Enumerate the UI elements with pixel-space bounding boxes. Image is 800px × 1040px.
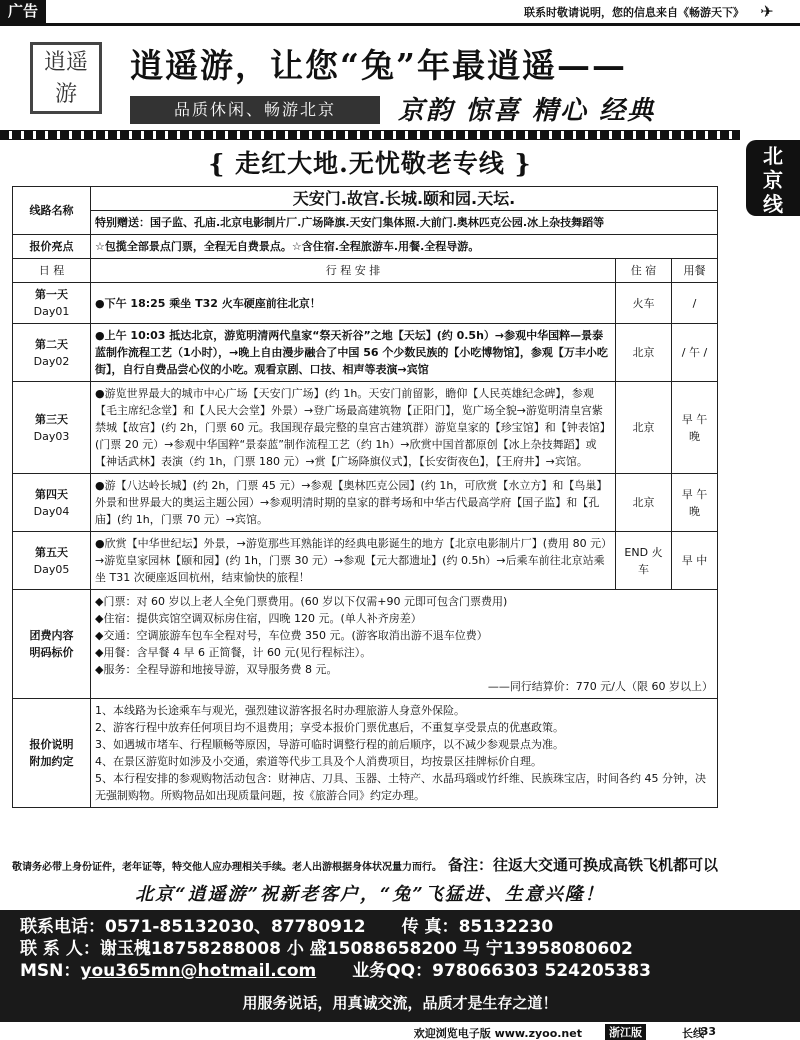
note-item: 4、在景区游览时如涉及小交通，索道等代步工具及个人消费项目，均按景区挂牌标价自理。 [95, 755, 542, 768]
col-head-stay: 住 宿 [616, 259, 672, 283]
ad-label: 广告 [0, 0, 46, 23]
subheadline: 品质休闲、畅游北京 [130, 96, 380, 124]
meal-cell: 早 午 晚 [672, 474, 718, 532]
table-row [13, 324, 718, 382]
itinerary-text: ●下午 18:25 乘坐 T32 火车硬座前往北京！ [91, 283, 616, 324]
day-cell: 第三天 Day03 [13, 382, 91, 474]
col-head-itinerary: 行 程 安 排 [91, 259, 616, 283]
notes-details [91, 699, 718, 808]
slogan: 京韵 惊喜 精心 经典 [398, 96, 656, 126]
section-tab-char: 京 [763, 168, 783, 192]
stay-cell: 火车 [616, 283, 672, 324]
section-label: 长线 [682, 1027, 704, 1040]
section-tab-char: 线 [763, 192, 783, 216]
source-note: 联系时敬请说明，您的信息来自《畅游天下》 [524, 6, 744, 19]
table-row [13, 699, 718, 808]
table-row [13, 187, 718, 211]
decorative-divider [0, 130, 740, 140]
notes-label: 报价说明 附加约定 [13, 699, 91, 808]
note-item: 3、如遇城市堵车、行程顺畅等原因，导游可临时调整行程的前后顺序，以不减少参观景点为准。 [95, 738, 564, 751]
price-item: ◆用餐：含早餐 4 早 6 正简餐，计 60 元(见行程标注）。 [95, 646, 372, 659]
contact-tagline: 用服务说话，用真诚交流，品质才是生存之道！ [242, 994, 558, 1012]
table-row [13, 590, 718, 699]
magazine-logo-icon: ✈ [760, 2, 774, 21]
route-name: 天安门.故宫.长城.颐和园.天坛. [91, 187, 718, 211]
footer-slogan: 北京“逍遥游”祝新老客户，“兔”飞猛进、生意兴隆！ [135, 884, 605, 905]
day-cell: 第二天 Day02 [13, 324, 91, 382]
table-row [13, 532, 718, 590]
ad-header [12, 36, 732, 132]
itinerary-text: ●游【八达岭长城】(约 2h，门票 45 元）→参观【奥林匹克公园】(约 1h，可欣赏【水立方】和【鸟巢】外景和世界最大的奥运主题公园）→参观明清时期的皇家的群考场和中华古代最高学府【国子监】和【孔庙】(约 1h，门票 70 元）→宾馆。 [91, 474, 616, 532]
section-tab-char: 北 [763, 144, 783, 168]
price-item: ◆住宿：提供宾馆空调双标房住宿，四晚 120 元。(单人补齐房差） [95, 612, 422, 625]
price-item: ◆服务：全程导游和地接导游，双导服务费 8 元。 [95, 663, 338, 676]
highlight-text: ☆包揽全部景点门票，全程无自费景点。☆含住宿.全程旅游车.用餐.全程导游。 [91, 235, 718, 259]
contact-persons: 谢玉槐18758288008 小 盛15088658200 马 宁13958080602 [99, 939, 633, 959]
transport-remark: 备注：往返大交通可换成高铁飞机都可以 [448, 856, 719, 874]
price-details [91, 590, 718, 699]
stay-cell: END 火车 [616, 532, 672, 590]
page-number: 33 [700, 1025, 716, 1038]
day-cell: 第一天 Day01 [13, 283, 91, 324]
route-gift: 特别赠送：国子监、孔庙.北京电影制片厂.广场降旗.天安门集体照.大前门.奥林匹克公园.冰上杂技舞蹈等 [91, 211, 718, 235]
table-row [13, 382, 718, 474]
itinerary-text: ●上午 10:03 抵达北京，游览明清两代皇家“祭天祈谷”之地【天坛】(约 0.5h）→参观中华国粹—景泰蓝制作流程工艺（1小时），→晚上自由漫步融合了中国 56 个少数民族的【小吃博物馆】，参观【万丰小吃街】，自行自费品尝心仪的小吃。观看京剧、口技、相声等表演→宾馆 [91, 324, 616, 382]
bottom-bar [0, 1024, 800, 1040]
phone-row: 联系电话：0571-85132030、87780912 传 真：85132230 [20, 917, 554, 937]
headline: 逍遥游，让您“兔”年最逍遥—— [130, 46, 627, 85]
price-total: ——同行结算价：770 元/人（限 60 岁以上） [487, 680, 713, 693]
top-bar [0, 0, 800, 26]
price-item: ◆门票：对 60 岁以上老人全免门票费用。(60 岁以下仅需+90 元即可包含门票费用) [95, 595, 508, 608]
website-link[interactable]: 欢迎浏览电子版 www.zyoo.net [413, 1027, 582, 1040]
table-header-row [13, 259, 718, 283]
stay-cell: 北京 [616, 474, 672, 532]
fax-number: 85132230 [458, 917, 554, 937]
meal-cell: / 午 / [672, 324, 718, 382]
table-row [13, 235, 718, 259]
bottom-note: 敬请务必带上身份证件，老年证等，特交他人应办理相关手续。老人出游根据身体状况量力而行。 备注：往返大交通可换成高铁飞机都可以 [12, 856, 719, 874]
qq-numbers: 978066303 524205383 [432, 961, 651, 981]
meal-cell: 早 午 晚 [672, 382, 718, 474]
msn-row: MSN：you365mn@hotmail.com 业务QQ：978066303 524205383 [20, 961, 651, 981]
itinerary-table [12, 186, 718, 808]
section-tab [746, 140, 800, 216]
person-row: 联 系 人：谢玉槐18758288008 小 盛15088658200 马 宁13958080602 [20, 939, 633, 959]
table-row [13, 474, 718, 532]
itinerary-text: ●游览世界最大的城市中心广场【天安门广场】(约 1h。天安门前留影，瞻仰【人民英雄纪念碑】，参观【毛主席纪念堂】和【人民大会堂】外景）→登广场最高建筑物【正阳门】，览广场全貌→游览明清皇宫紫禁城【故宫】(约 2h，门票 60 元。我国现存最完整的皇宫古建筑群）游览皇家的【珍宝馆】和【钟表馆】(门票 20 元）→参观中华国粹“景泰蓝”制作流程工艺（约 1h）→欣赏中国首都原创【冰上杂技舞蹈】或【神话武林】表演（约 1h，门票 180 元）→赏【广场降旗仪式】，【长安街夜色】，【王府井】→宾馆。 [91, 382, 616, 474]
route-title: { 走红大地.无忧敬老专线 } [208, 149, 532, 178]
brand-seal: 逍遥 游 [30, 42, 102, 114]
highlight-label: 报价亮点 [13, 235, 91, 259]
price-label: 团费内容 明码标价 [13, 590, 91, 699]
col-head-day: 日 程 [13, 259, 91, 283]
msn-link[interactable]: you365mn@hotmail.com [80, 961, 317, 981]
col-head-meal: 用餐 [672, 259, 718, 283]
phone-numbers: 0571-85132030、87780912 [105, 917, 366, 937]
price-item: ◆交通：空调旅游车包车全程对号，车位费 350 元。(游客取消出游不退车位费） [95, 629, 488, 642]
route-label: 线路名称 [13, 187, 91, 235]
day-cell: 第四天 Day04 [13, 474, 91, 532]
meal-cell: 早 中 [672, 532, 718, 590]
stay-cell: 北京 [616, 382, 672, 474]
contact-panel [0, 910, 800, 1022]
itinerary-text: ●欣赏【中华世纪坛】外景，→游览那些耳熟能详的经典电影诞生的地方【北京电影制片厂】(费用 80 元）→游览皇家园林【颐和园】(约 1h，门票 30 元）→参观【元大都遗址】(约 0.5h）→后乘车前往北京站乘坐 T31 次硬座返回杭州，结束愉快的旅程！ [91, 532, 616, 590]
table-row [13, 211, 718, 235]
table-row [13, 283, 718, 324]
meal-cell: / [672, 283, 718, 324]
note-item: 2、游客行程中放弃任何项目均不退费用；享受本报价门票优惠后，不重复享受景点的优惠政策。 [95, 721, 564, 734]
note-item: 1、本线路为长途乘车与观光，强烈建议游客报名时办理旅游人身意外保险。 [95, 704, 465, 717]
stay-cell: 北京 [616, 324, 672, 382]
day-cell: 第五天 Day05 [13, 532, 91, 590]
edition-badge: 浙江版 [605, 1024, 646, 1040]
note-item: 5、本行程安排的参观购物活动包含：财神店、刀具、玉器、土特产、水晶玛瑙或竹纤维、民族珠宝店，时间各约 45 分钟，决无强制购物。所购物品如出现质量问题，按《旅游合同》约定办理。 [95, 772, 706, 802]
